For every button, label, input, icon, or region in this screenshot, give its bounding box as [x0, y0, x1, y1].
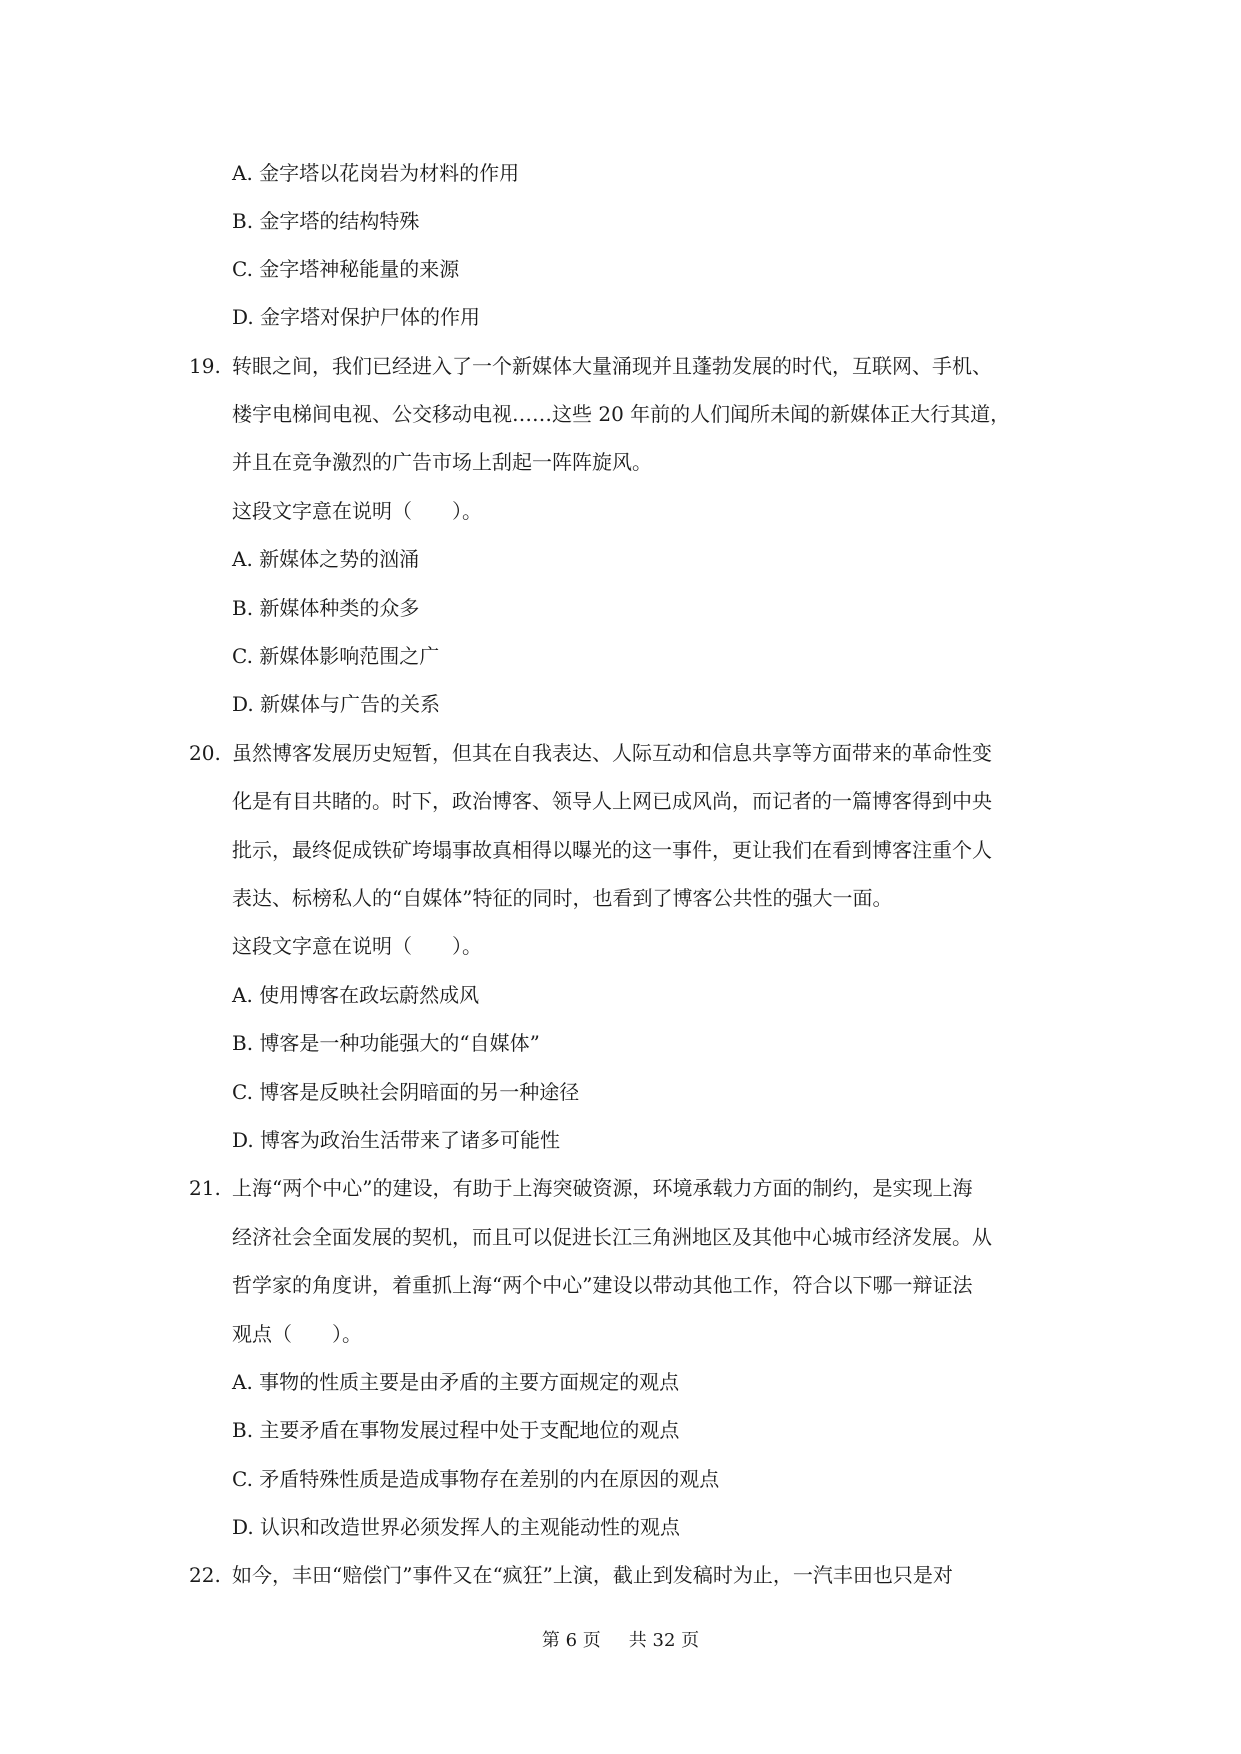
q22-number: 22.: [189, 1563, 221, 1587]
q20-option-a: A. 使用博客在政坛蔚然成风: [232, 983, 480, 1007]
q20-text-line-1: 虽然博客发展历史短暂，但其在自我表达、人际互动和信息共享等方面带来的革命性变: [232, 741, 992, 765]
q18-option-c: C. 金字塔神秘能量的来源: [232, 257, 460, 281]
q20-option-c: C. 博客是反映社会阴暗面的另一种途径: [232, 1080, 580, 1104]
q20-option-d: D. 博客为政治生活带来了诸多可能性: [232, 1128, 561, 1152]
q21-option-d: D. 认识和改造世界必须发挥人的主观能动性的观点: [232, 1515, 681, 1539]
q19-text-line-2: 楼宇电梯间电视、公交移动电视……这些 20 年前的人们闻所未闻的新媒体正大行其道，: [232, 402, 1011, 426]
q21-text-line-4: 观点（ ）。: [232, 1322, 362, 1346]
q21-text-line-1: 上海“两个中心”的建设，有助于上海突破资源，环境承载力方面的制约，是实现上海: [232, 1176, 973, 1200]
q20-option-b: B. 博客是一种功能强大的“自媒体”: [232, 1031, 540, 1055]
q21-option-b: B. 主要矛盾在事物发展过程中处于支配地位的观点: [232, 1418, 680, 1442]
q21-option-a: A. 事物的性质主要是由矛盾的主要方面规定的观点: [232, 1370, 680, 1394]
q18-option-d: D. 金字塔对保护尸体的作用: [232, 305, 481, 329]
q21-text-line-2: 经济社会全面发展的契机，而且可以促进长江三角洲地区及其他中心城市经济发展。从: [232, 1225, 992, 1249]
q22-text-line-1: 如今，丰田“赔偿门”事件又在“疯狂”上演，截止到发稿时为止，一汽丰田也只是对: [232, 1563, 953, 1587]
q20-text-line-4: 表达、标榜私人的“自媒体”特征的同时，也看到了博客公共性的强大一面。: [232, 886, 893, 910]
q19-text-line-3: 并且在竞争激烈的广告市场上刮起一阵阵旋风。: [232, 450, 652, 474]
q19-text-line-1: 转眼之间，我们已经进入了一个新媒体大量涌现并且蓬勃发展的时代，互联网、手机、: [232, 354, 992, 378]
q19-number: 19.: [189, 354, 221, 378]
q18-option-a: A. 金字塔以花岗岩为材料的作用: [232, 161, 520, 185]
q20-number: 20.: [189, 741, 221, 765]
q21-text-line-3: 哲学家的角度讲，着重抓上海“两个中心”建设以带动其他工作，符合以下哪一辩证法: [232, 1273, 973, 1297]
q21-option-c: C. 矛盾特殊性质是造成事物存在差别的内在原因的观点: [232, 1467, 720, 1491]
q18-option-b: B. 金字塔的结构特殊: [232, 209, 420, 233]
page-total: 共 32 页: [628, 1630, 700, 1651]
q19-option-b: B. 新媒体种类的众多: [232, 596, 420, 620]
q20-prompt: 这段文字意在说明（ ）。: [232, 934, 482, 958]
page-footer: [0, 1628, 1241, 1654]
q19-prompt: 这段文字意在说明（ ）。: [232, 499, 482, 523]
q19-option-c: C. 新媒体影响范围之广: [232, 644, 440, 668]
q20-text-line-3: 批示，最终促成铁矿垮塌事故真相得以曝光的这一事件，更让我们在看到博客注重个人: [232, 838, 992, 862]
q21-number: 21.: [189, 1176, 221, 1200]
q19-option-d: D. 新媒体与广告的关系: [232, 692, 441, 716]
q19-option-a: A. 新媒体之势的汹涌: [232, 547, 420, 571]
q20-text-line-2: 化是有目共睹的。时下，政治博客、领导人上网已成风尚，而记者的一篇博客得到中央: [232, 789, 992, 813]
page-number: 第 6 页: [541, 1630, 601, 1651]
